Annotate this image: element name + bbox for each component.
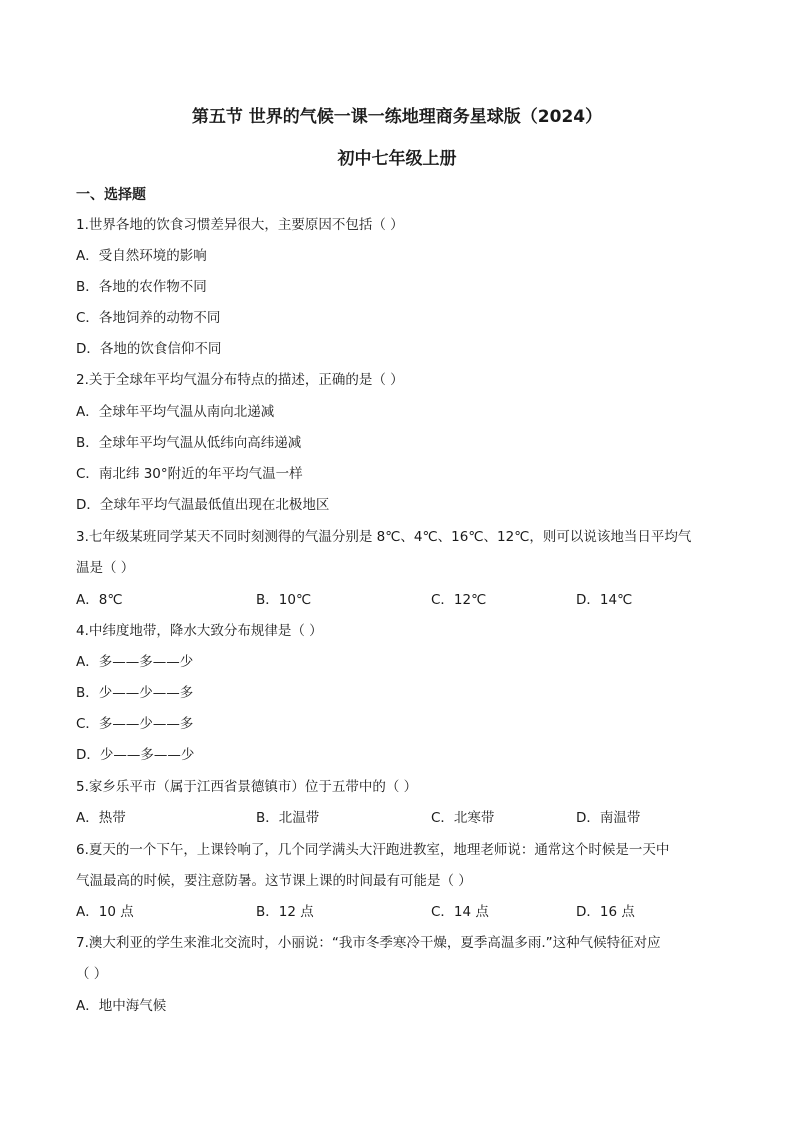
question-3-stem-line-2: 温是（ ） [76,560,135,576]
document-subtitle: 初中七年级上册 [337,149,457,169]
question-4-option-d: D．少——多——少 [76,747,195,763]
question-5-option-d: D．南温带 [576,810,641,826]
question-3-option-a: A．8℃ [76,592,123,608]
question-4-option-a: A．多——多——少 [76,654,194,670]
question-6-option-a: A．10 点 [76,904,134,920]
section-heading: 一、选择题 [76,187,146,203]
question-2-option-c: C．南北纬 30°附近的年平均气温一样 [76,466,303,482]
question-6-option-b: B．12 点 [256,904,314,920]
question-5-option-a: A．热带 [76,810,126,826]
question-6-stem-line-1: 6.夏天的一个下午，上课铃响了，几个同学满头大汗跑进教室，地理老师说：通常这个时候是一天中 [76,842,670,858]
question-4-option-c: C．多——少——多 [76,716,194,732]
question-6-option-d: D．16 点 [576,904,635,920]
question-2-option-a: A．全球年平均气温从南向北递减 [76,404,275,420]
question-6-stem-line-2: 气温最高的时候，要注意防暑。这节课上课的时间最有可能是（ ） [76,873,472,889]
question-6-option-c: C．14 点 [431,904,489,920]
question-3-option-c: C．12℃ [431,592,487,608]
question-1-option-c: C．各地饲养的动物不同 [76,310,221,326]
question-2-option-b: B．全球年平均气温从低纬向高纬递减 [76,435,302,451]
question-5-stem: 5.家乡乐平市（属于江西省景德镇市）位于五带中的（ ） [76,779,418,795]
question-1-option-d: D．各地的饮食信仰不同 [76,341,222,357]
question-4-option-b: B．少——少——多 [76,685,194,701]
question-1-option-a: A．受自然环境的影响 [76,248,207,264]
question-1-stem: 1.世界各地的饮食习惯差异很大，主要原因不包括（ ） [76,217,404,233]
question-7-stem-line-2: （ ） [76,966,108,982]
question-2-option-d: D．全球年平均气温最低值出现在北极地区 [76,497,330,513]
question-7-option-a: A．地中海气候 [76,998,167,1014]
question-3-option-b: B．10℃ [256,592,312,608]
question-4-stem: 4.中纬度地带，降水大致分布规律是（ ） [76,623,323,639]
question-7-stem-line-1: 7.澳大利亚的学生来淮北交流时，小丽说：“我市冬季寒冷干燥，夏季高温多雨.”这种气候特征对应 [76,935,661,951]
question-1-option-b: B．各地的农作物不同 [76,279,207,295]
question-5-option-b: B．北温带 [256,810,320,826]
question-3-option-d: D．14℃ [576,592,633,608]
question-3-stem-line-1: 3.七年级某班同学某天不同时刻测得的气温分别是 8℃、4℃、16℃、12℃，则可以说该地当日平均气 [76,529,692,545]
question-2-stem: 2.关于全球年平均气温分布特点的描述，正确的是（ ） [76,372,404,388]
document-title: 第五节 世界的气候一课一练地理商务星球版（2024） [191,107,603,127]
question-5-option-c: C．北寒带 [431,810,495,826]
